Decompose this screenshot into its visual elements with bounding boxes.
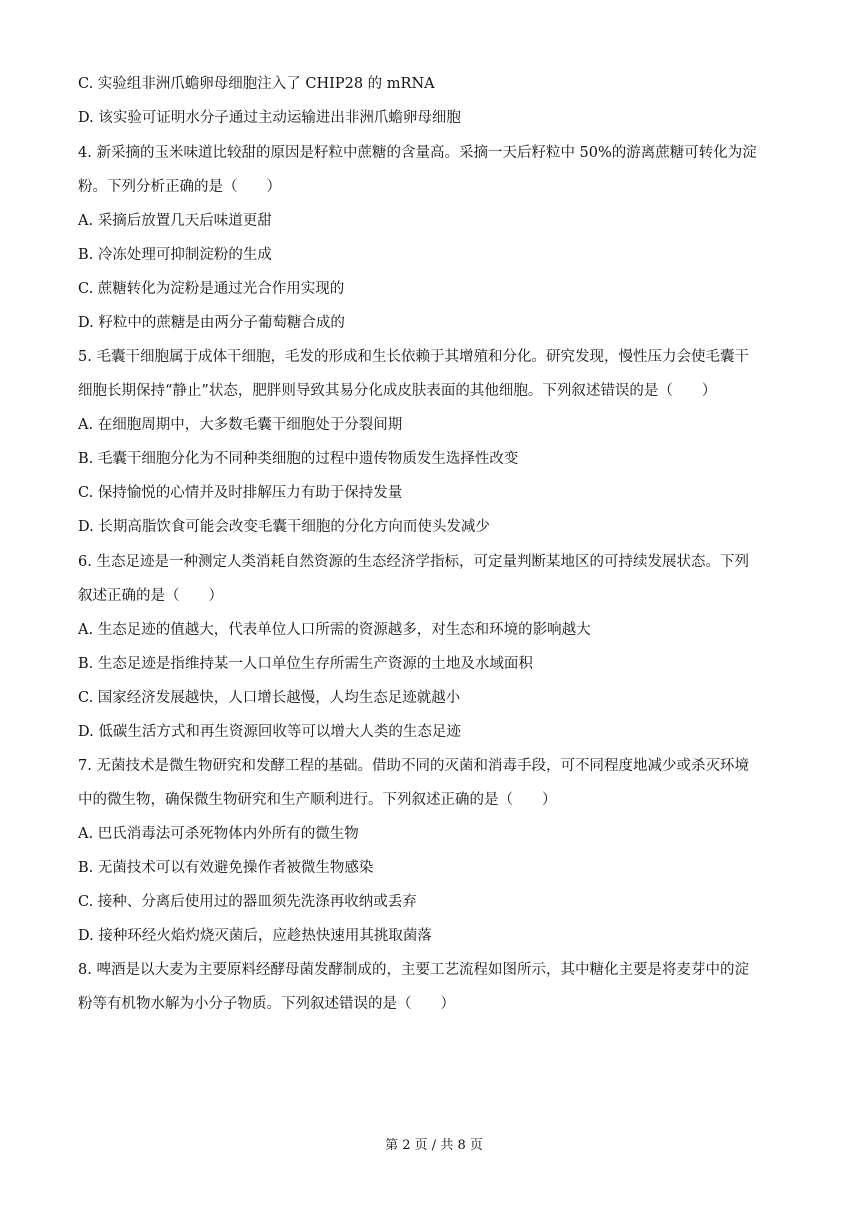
question-5-option-b: B. 毛囊干细胞分化为不同种类细胞的过程中遗传物质发生选择性改变	[78, 451, 519, 467]
question-5-stem-line-2: 细胞长期保持“静止”状态，肥胖则导致其易分化成皮肤表面的其他细胞。下列叙述错误的是（ ）	[78, 383, 717, 399]
question-7-option-b: B. 无菌技术可以有效避免操作者被微生物感染	[78, 860, 374, 876]
question-4-option-c: C. 蔗糖转化为淀粉是通过光合作用实现的	[78, 281, 345, 297]
question-5-option-a: A. 在细胞周期中，大多数毛囊干细胞处于分裂间期	[78, 417, 403, 433]
question-6-stem-line-1: 6. 生态足迹是一种测定人类消耗自然资源的生态经济学指标，可定量判断某地区的可持续发展状态。下列	[78, 554, 749, 570]
question-4-stem-line-1: 4. 新采摘的玉米味道比较甜的原因是籽粒中蔗糖的含量高。采摘一天后籽粒中 50%的游离蔗糖可转化为淀	[78, 145, 757, 161]
question-6-option-c: C. 国家经济发展越快，人口增长越慢，人均生态足迹就越小	[78, 690, 461, 706]
question-8-stem-line-1: 8. 啤酒是以大麦为主要原料经酵母菌发酵制成的，主要工艺流程如图所示，其中糖化主要是将麦芽中的淀	[78, 962, 749, 978]
question-8-stem-line-2: 粉等有机物水解为小分子物质。下列叙述错误的是（ ）	[78, 996, 455, 1012]
question-7-stem-line-2: 中的微生物，确保微生物研究和生产顺利进行。下列叙述正确的是（ ）	[78, 792, 557, 808]
question-4-stem-line-2: 粉。下列分析正确的是（ ）	[78, 179, 281, 195]
question-6-option-d: D. 低碳生活方式和再生资源回收等可以增大人类的生态足迹	[78, 724, 461, 740]
question-7-option-a: A. 巴氏消毒法可杀死物体内外所有的微生物	[78, 826, 359, 842]
question-5-option-c: C. 保持愉悦的心情并及时排解压力有助于保持发量	[78, 485, 403, 501]
question-6-option-b: B. 生态足迹是指维持某一人口单位生存所需生产资源的土地及水域面积	[78, 656, 533, 672]
question-6-stem-line-2: 叙述正确的是（ ）	[78, 588, 223, 604]
question-4-option-a: A. 采摘后放置几天后味道更甜	[78, 213, 272, 229]
page-number-footer: 第 2 页 / 共 8 页	[385, 1138, 483, 1153]
question-7-option-c: C. 接种、分离后使用过的器皿须先洗涤再收纳或丢弃	[78, 894, 417, 910]
question-4-option-d: D. 籽粒中的蔗糖是由两分子葡萄糖合成的	[78, 315, 345, 331]
question-6-option-a: A. 生态足迹的值越大，代表单位人口所需的资源越多，对生态和环境的影响越大	[78, 622, 591, 638]
question-3-option-c: C. 实验组非洲爪蟾卵母细胞注入了 CHIP28 的 mRNA	[78, 76, 435, 92]
question-7-stem-line-1: 7. 无菌技术是微生物研究和发酵工程的基础。借助不同的灭菌和消毒手段，可不同程度地减少或杀灭环境	[78, 758, 749, 774]
question-3-option-d: D. 该实验可证明水分子通过主动运输进出非洲爪蟾卵母细胞	[78, 110, 461, 126]
question-5-option-d: D. 长期高脂饮食可能会改变毛囊干细胞的分化方向而使头发减少	[78, 519, 490, 535]
question-4-option-b: B. 冷冻处理可抑制淀粉的生成	[78, 247, 272, 263]
question-5-stem-line-1: 5. 毛囊干细胞属于成体干细胞，毛发的形成和生长依赖于其增殖和分化。研究发现，慢性压力会使毛囊干	[78, 349, 749, 365]
question-7-option-d: D. 接种环经火焰灼烧灭菌后，应趁热快速用其挑取菌落	[78, 928, 432, 944]
